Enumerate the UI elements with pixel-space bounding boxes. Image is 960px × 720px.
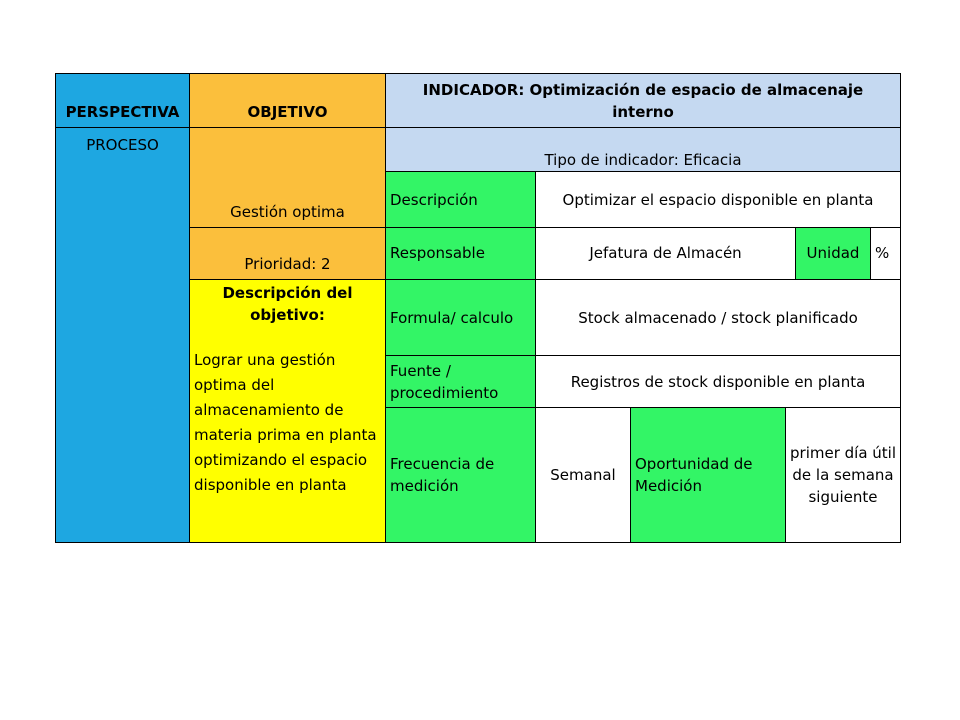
- responsable-value: Jefatura de Almacén: [536, 227, 796, 279]
- objetivo-header: OBJETIVO: [190, 74, 386, 128]
- tipo-indicador: Tipo de indicador: Eficacia: [386, 128, 901, 172]
- unidad-label: Unidad: [796, 227, 871, 279]
- responsable-label: Responsable: [386, 227, 536, 279]
- objective-priority: Prioridad: 2: [190, 227, 386, 279]
- frecuencia-value: Semanal: [536, 408, 631, 543]
- formula-label: Formula/ calculo: [386, 279, 536, 355]
- descripcion-value: Optimizar el espacio disponible en planta: [536, 172, 901, 227]
- objective-description-body: Lograr una gestión optima del almacenamiento de materia prima en planta optimizando el espacio disponible en planta: [194, 350, 377, 494]
- perspectiva-header: PERSPECTIVA: [56, 74, 190, 128]
- frecuencia-label: Frecuencia de medición: [386, 408, 536, 543]
- indicator-table: [55, 73, 901, 543]
- fuente-value: Registros de stock disponible en planta: [536, 356, 901, 408]
- oportunidad-value: primer día útil de la semana siguiente: [786, 408, 901, 543]
- perspective-value: PROCESO: [56, 128, 190, 543]
- formula-value: Stock almacenado / stock planificado: [536, 279, 901, 355]
- descripcion-label: Descripción: [386, 172, 536, 227]
- indicador-header: INDICADOR: Optimización de espacio de almacenaje interno: [386, 74, 901, 128]
- fuente-label: Fuente / procedimiento: [386, 356, 536, 408]
- oportunidad-label: Oportunidad de Medición: [631, 408, 786, 543]
- objective-description: [190, 279, 386, 542]
- unidad-value: %: [871, 227, 901, 279]
- objective-name: Gestión optima: [190, 128, 386, 227]
- objective-description-title: Descripción del objetivo:: [222, 283, 353, 324]
